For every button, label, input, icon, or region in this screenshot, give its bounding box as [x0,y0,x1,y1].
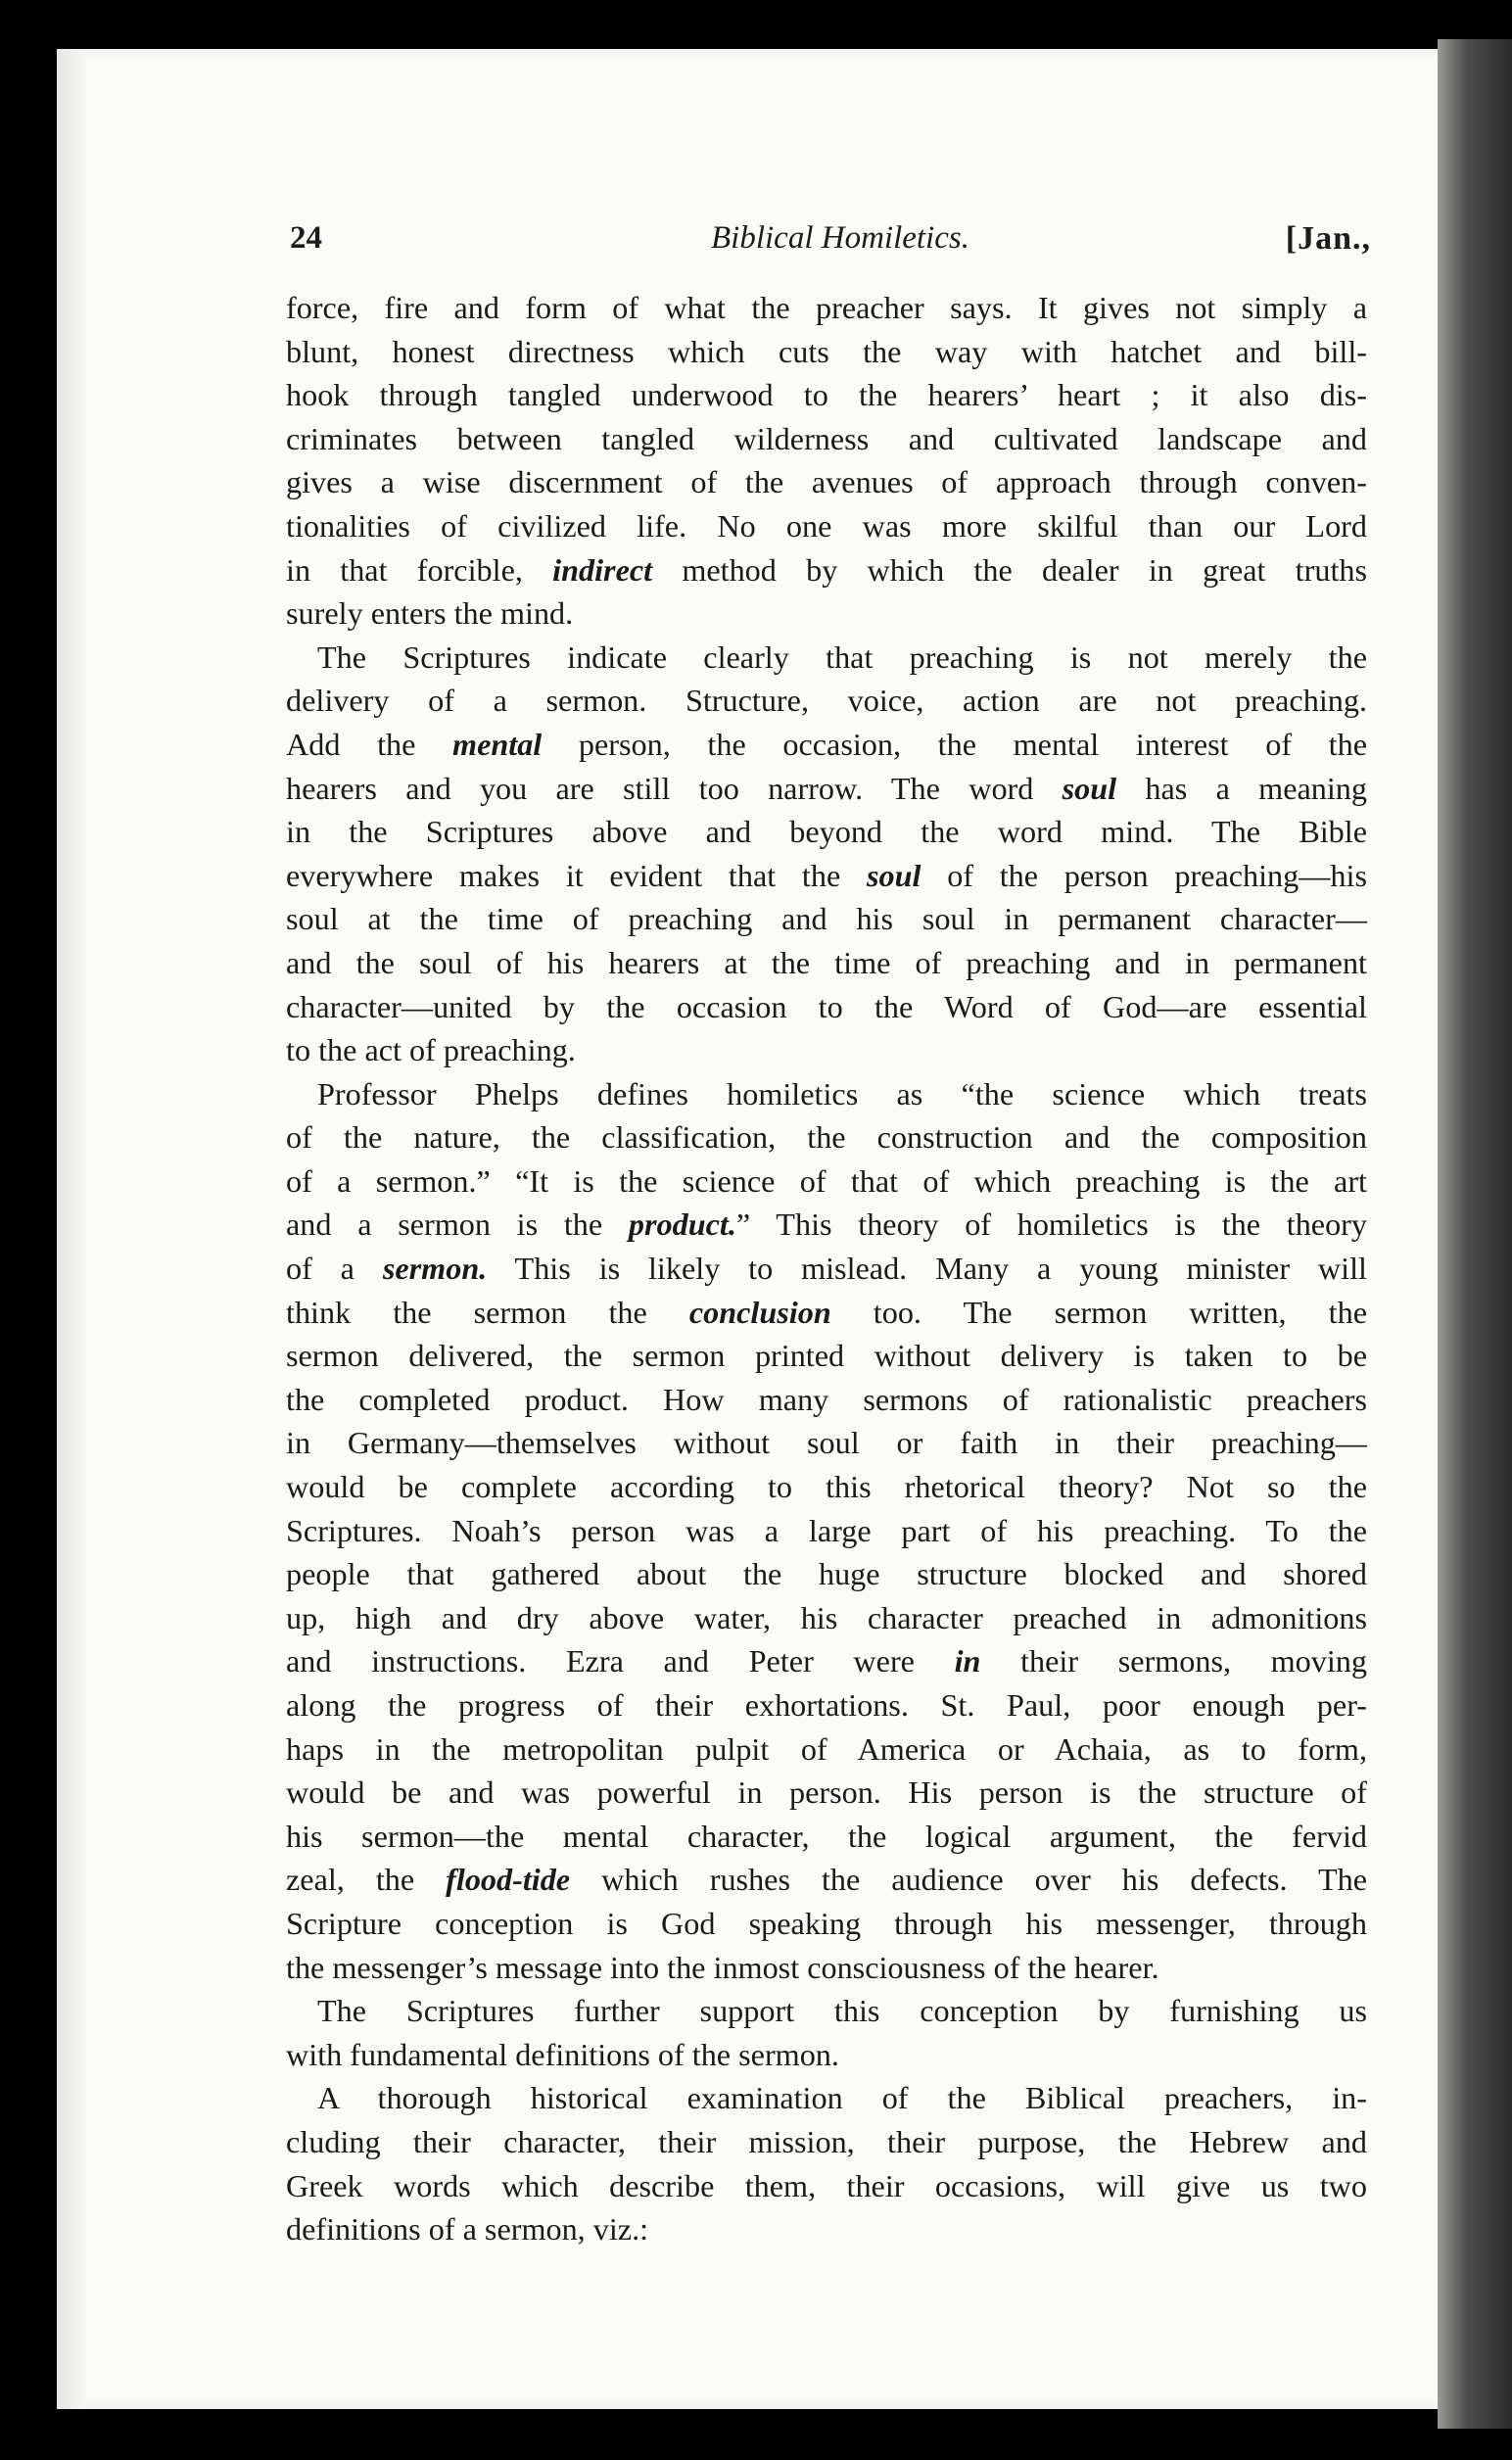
text-line: surely enters the mind. [286,595,574,632]
text-line: Greek words which describe them, their occasions, will give us two [286,2167,1367,2203]
text-line: tionalities of civilized life. No one was more skilful than our Lord [286,507,1367,544]
text-line: hook through tangled underwood to the hearers’ heart ; it also dis- [286,377,1367,413]
text-segment: in that forcible, [286,551,553,588]
italic-emphasis: conclusion [688,1294,831,1330]
text-segment: everywhere makes it evident that the [286,857,867,893]
text-line: his sermon—the mental character, the logical argument, the fervid [286,1818,1367,1854]
page-gutter-edge [57,49,86,2409]
text-line [286,854,1367,898]
paragraph [286,286,1367,636]
text-line [286,548,1367,592]
text-line [286,1203,1367,1247]
text-segment: ” This theory of homiletics is the theory [735,1206,1367,1243]
text-line: Scriptures. Noah’s person was a large part of his preaching. To the [286,1512,1367,1548]
text-line [286,723,1367,767]
text-segment: has a meaning [1116,770,1367,806]
text-segment: too. The sermon written, the [830,1294,1367,1330]
paragraph [286,1072,1367,1989]
text-line: would be complete according to this rhetorical theory? Not so the [286,1469,1367,1505]
text-line: would be and was powerful in person. His person is the structure of [286,1774,1367,1811]
text-line: The Scriptures indicate clearly that preaching is not merely the [317,639,1367,675]
running-header [290,220,1371,269]
text-line: blunt, honest directness which cuts the way with hatchet and bill- [286,333,1367,369]
text-segment: which rushes the audience over his defects. The [570,1862,1367,1898]
italic-emphasis: mental [452,726,543,762]
text-line [286,1639,1367,1683]
text-line: haps in the metropolitan pulpit of America or Achaia, as to form, [286,1730,1367,1767]
text-line: and the soul of his hearers at the time of preaching and in permanent [286,944,1367,980]
text-segment: and instructions. Ezra and Peter were [286,1643,955,1679]
text-line: delivery of a sermon. Structure, voice, action are not preaching. [286,683,1367,719]
text-line: in the Scriptures above and beyond the word mind. The Bible [286,814,1367,850]
text-segment: think the sermon the [286,1294,689,1330]
text-line: along the progress of their exhortations. St. Paul, poor enough per- [286,1687,1367,1723]
text-line: of the nature, the classification, the construction and the composition [286,1119,1367,1156]
text-line: the completed product. How many sermons of rationalistic preachers [286,1381,1367,1417]
text-segment: and a sermon is the [286,1206,629,1243]
text-segment: person, the occasion, the mental interest of the [542,726,1368,762]
text-line: people that gathered about the huge structure blocked and shored [286,1556,1367,1592]
text-line: character—united by the occasion to the Word of God—are essential [286,988,1367,1024]
text-line: to the act of preaching. [286,1032,576,1068]
text-segment: their sermons, moving [980,1643,1367,1679]
text-line: definitions of a sermon, viz.: [286,2211,649,2247]
text-line: criminates between tangled wilderness and cultivated landscape and [286,420,1367,456]
italic-emphasis: in [954,1643,981,1679]
text-line: up, high and dry above water, his character preached in admonitions [286,1599,1367,1635]
text-line: in Germany—themselves without soul or faith in their preaching— [286,1425,1367,1461]
text-line: sermon delivered, the sermon printed without delivery is taken to be [286,1338,1367,1374]
italic-emphasis: flood-tide [446,1862,571,1898]
paragraph [286,636,1367,1072]
text-line [286,1858,1367,1902]
paragraph [286,1989,1367,2076]
text-line [286,767,1367,811]
text-segment: of the person preaching—his [921,857,1367,893]
text-line [286,1291,1367,1335]
running-date: [Jan., [1285,220,1371,257]
text-line: Scripture conception is God speaking through his messenger, through [286,1905,1367,1941]
text-line: A thorough historical examination of the Biblical preachers, in- [317,2080,1367,2116]
text-line: force, fire and form of what the preacher says. It gives not simply a [286,290,1367,325]
text-segment: method by which the dealer in great truths [652,551,1368,588]
text-line [286,1247,1367,1291]
text-line: with fundamental definitions of the sermon. [286,2036,839,2072]
italic-emphasis: soul [1062,770,1117,806]
page-edge-shadow [1438,39,1512,2429]
italic-emphasis: indirect [552,551,653,588]
italic-emphasis: product. [628,1206,736,1243]
text-line: the messenger’s message into the inmost consciousness of the hearer. [286,1949,1159,1985]
text-segment: This is likely to mislead. Many a young minister will [487,1251,1367,1287]
text-line: soul at the time of preaching and his soul in permanent character— [286,901,1367,937]
text-line: cluding their character, their mission, their purpose, the Hebrew and [286,2123,1367,2159]
text-line: The Scriptures further support this conception by furnishing us [317,1993,1367,2029]
italic-emphasis: sermon. [382,1251,488,1287]
text-segment: of a [286,1251,383,1287]
italic-emphasis: soul [866,857,921,893]
text-line: gives a wise discernment of the avenues of approach through conven- [286,464,1367,500]
page-number: 24 [290,220,322,256]
text-segment: hearers and you are still too narrow. The word [286,770,1063,806]
text-segment: zeal, the [286,1862,447,1898]
body-text [286,286,1367,2251]
paragraph [286,2076,1367,2250]
running-title: Biblical Homiletics. [711,220,969,256]
text-line: of a sermon.” “It is the science of that of which preaching is the art [286,1162,1367,1199]
text-segment: Add the [286,726,453,762]
text-line: Professor Phelps defines homiletics as “the science which treats [317,1075,1367,1112]
